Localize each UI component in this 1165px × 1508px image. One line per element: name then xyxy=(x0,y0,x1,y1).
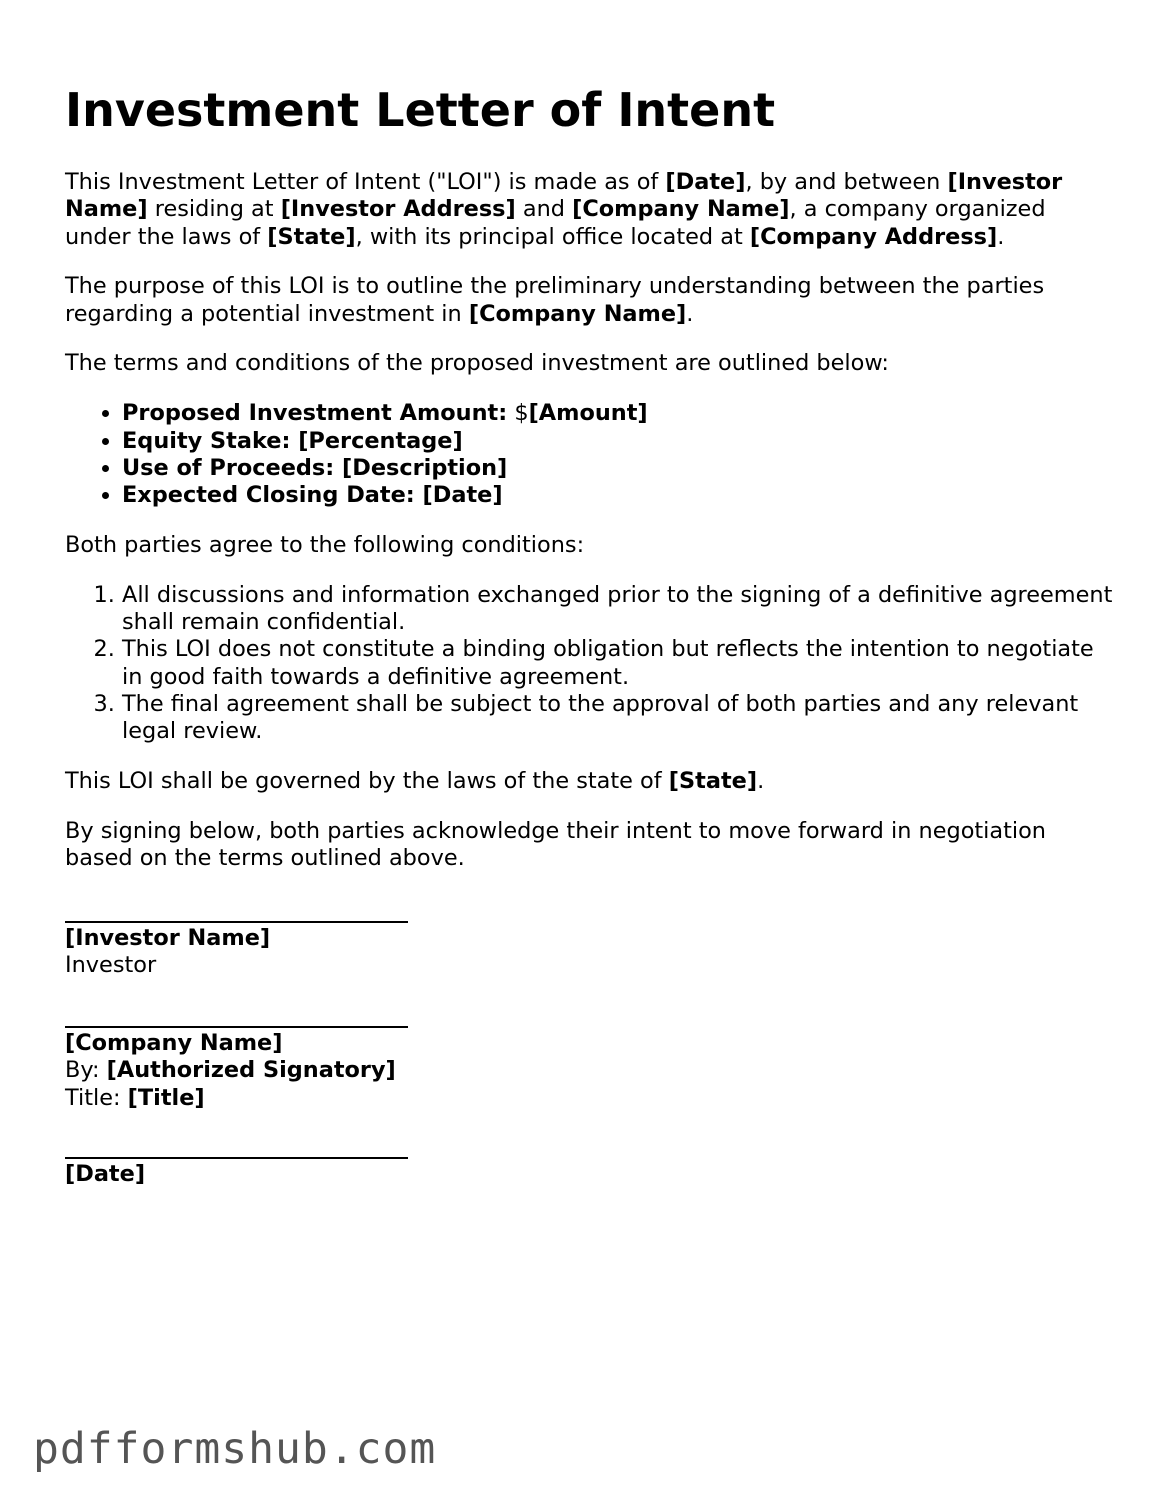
list-item: 1. All discussions and information exchanged prior to the signing of a definitive agreement shall remain confidential. xyxy=(122,582,1115,637)
list-item: 2. This LOI does not constitute a binding obligation but reflects the intention to negotiate in good faith towards a definitive agreement. xyxy=(122,636,1115,691)
document-title: Investment Letter of Intent xyxy=(65,83,776,137)
company-name-placeholder: [Company Name] xyxy=(65,1030,283,1056)
list-item: • Equity Stake: [Percentage] xyxy=(122,428,1115,455)
state-placeholder: [State] xyxy=(267,223,356,250)
signature-line[interactable] xyxy=(65,1157,408,1159)
acknowledge-paragraph: By signing below, both parties acknowledge their intent to move forward in negotiation based on the terms outlined above. xyxy=(65,817,1047,872)
company-name-placeholder: [Company Name] xyxy=(468,300,687,327)
terms-intro: The terms and conditions of the proposed investment are outlined below: xyxy=(65,350,889,377)
state-placeholder: [State] xyxy=(668,768,758,795)
list-item: • Use of Proceeds: [Description] xyxy=(122,455,1115,482)
document-body xyxy=(65,169,1115,895)
signature-line[interactable] xyxy=(65,921,408,923)
company-address-placeholder: [Company Address] xyxy=(749,223,998,250)
investor-name-placeholder: [Investor Name] xyxy=(65,169,1063,223)
date-signature-block xyxy=(65,1157,408,1188)
purpose-paragraph: The purpose of this LOI is to outline the preliminary understanding between the parties regarding a potential investment in [Company Name]. xyxy=(65,273,1045,327)
company-signature-block xyxy=(65,1026,408,1112)
date-placeholder: [Date] xyxy=(65,1161,146,1187)
governing-law-paragraph: This LOI shall be governed by the laws of the state of [State]. xyxy=(65,768,765,795)
intro-paragraph: This Investment Letter of Intent ("LOI") is made as of [Date], by and between [Investor Name] residing at [Investor Address] and [Company Name], a company organized under the laws of [State], with its principal office located at [Company Address]. xyxy=(65,169,1063,250)
watermark: pdfformshub.com xyxy=(33,1424,437,1474)
company-name-placeholder: [Company Name] xyxy=(572,196,790,223)
signature-line[interactable] xyxy=(65,1026,408,1028)
conditions-list xyxy=(65,582,1115,746)
investor-role: Investor xyxy=(65,952,157,979)
authorized-signatory-line: By: [Authorized Signatory] xyxy=(65,1057,396,1084)
list-item: • Expected Closing Date: [Date] xyxy=(122,482,1115,509)
date-placeholder: [Date] xyxy=(665,169,746,195)
investor-signature-block xyxy=(65,921,408,980)
investor-address-placeholder: [Investor Address] xyxy=(280,196,516,223)
investor-name-placeholder: [Investor Name] xyxy=(65,925,271,951)
terms-list xyxy=(65,400,1115,509)
list-item: • Proposed Investment Amount: $[Amount] xyxy=(122,400,1115,427)
conditions-intro: Both parties agree to the following conditions: xyxy=(65,531,585,558)
title-line: Title: [Title] xyxy=(65,1084,205,1111)
list-item: 3. The final agreement shall be subject to the approval of both parties and any relevant legal review. xyxy=(122,691,1115,746)
